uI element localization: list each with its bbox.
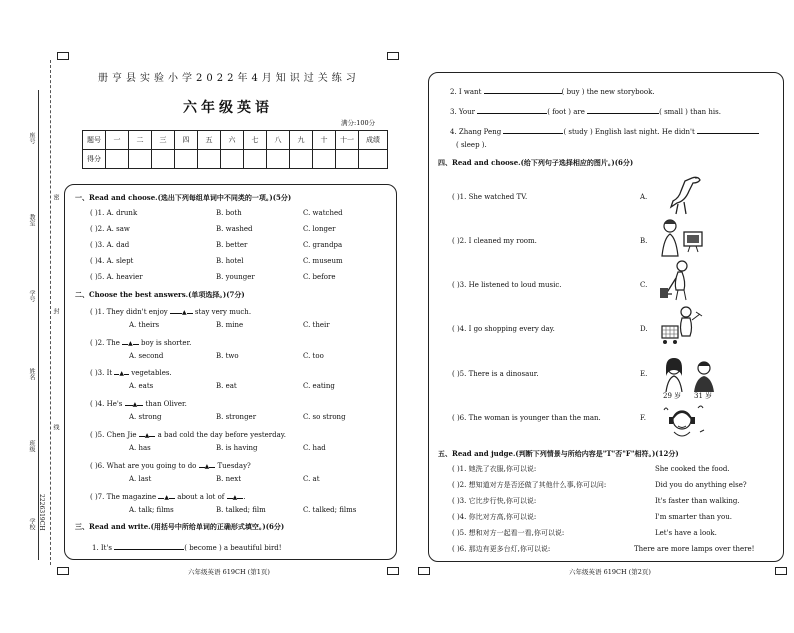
score-cell[interactable] — [313, 150, 336, 169]
s2-q6-pre: ( )6. What are you going to do — [90, 462, 197, 470]
s2-q2 — [90, 337, 191, 348]
answer-blank[interactable] — [209, 460, 215, 468]
s5-q4: ( )4. 你比对方高,你可以说: — [452, 513, 537, 521]
s2-q7 — [90, 491, 246, 502]
s4-q2: ( )2. I cleaned my room. — [452, 237, 537, 245]
dinosaur-picture — [662, 172, 706, 216]
s2-q3-c: C. eating — [303, 382, 335, 390]
s4-q4: ( )4. I go shopping every day. — [452, 325, 555, 333]
section2-heading: 二、Choose the best answers.(单项选择。)(7分) — [75, 290, 245, 299]
answer-blank[interactable] — [477, 106, 547, 114]
score-table — [82, 130, 388, 169]
answer-blank[interactable] — [114, 542, 184, 550]
s4-label-a: A. — [640, 193, 648, 201]
s1-q2-b: B. washed — [216, 225, 253, 233]
s2-q7-b: B. talked; film — [216, 506, 266, 514]
s2-q1 — [90, 306, 251, 317]
s2-q7-pre: ( )7. The magazine — [90, 493, 157, 501]
s3-q2-post: ( buy ) the new storybook. — [561, 88, 655, 96]
score-cell[interactable] — [221, 150, 244, 169]
s4-q3: ( )3. He listened to loud music. — [452, 281, 562, 289]
section4-heading: 四、Read and choose.(给下列句子选择相应的图片。)(6分) — [438, 158, 634, 167]
s2-q3-a: A. eats — [129, 382, 154, 390]
s3-q3-post: ( small ) than his. — [659, 108, 721, 116]
school-title: 册亨县实验小学2022年4月知识过关练习 — [98, 73, 360, 84]
s2-q2-b: B. two — [216, 352, 239, 360]
score-header: 二 — [129, 131, 152, 150]
s2-q4 — [90, 398, 187, 409]
score-value-row — [83, 150, 388, 169]
s2-q6-c: C. at — [303, 475, 320, 483]
s3-q3-mid: ( foot ) are — [547, 108, 585, 116]
s3-q2 — [450, 86, 655, 97]
s1-q1-b: B. both — [216, 209, 242, 217]
s2-q6-b: B. next — [216, 475, 242, 483]
s2-q4-post: than Oliver. — [145, 400, 187, 408]
s2-q6-a: A. last — [129, 475, 152, 483]
cleaning-room-picture — [656, 258, 702, 302]
s3-q1 — [92, 542, 282, 553]
feng-label: 封 — [52, 308, 59, 314]
blank-marker: ▲ — [182, 309, 187, 316]
s2-q7-a: A. talk; films — [129, 506, 174, 514]
s5-q3: ( )3. 它比步行快,你可以说: — [452, 497, 537, 505]
s1-q3: ( )3. A. dad — [90, 241, 130, 249]
answer-blank[interactable] — [124, 367, 129, 375]
s5-q1: ( )1. 她洗了衣服,你可以说: — [452, 465, 537, 473]
s5-a6: There are more lamps over there! — [634, 545, 755, 553]
s5-q2: ( )2. 想知道对方是否还做了其他什么事,你可以问: — [452, 481, 607, 489]
s1-q1-c: C. watched — [303, 209, 343, 217]
score-cell[interactable] — [106, 150, 129, 169]
s4-label-d: D. — [640, 325, 648, 333]
answer-blank[interactable] — [133, 337, 139, 345]
registration-mark — [418, 567, 430, 575]
age-label-2: 31 岁 — [694, 392, 713, 400]
registration-mark — [57, 52, 69, 60]
score-header: 八 — [267, 131, 290, 150]
score-cell[interactable] — [152, 150, 175, 169]
s3-q3-pre: 3. Your — [450, 108, 475, 116]
s2-q2-pre: ( )2. The — [90, 339, 120, 347]
score-cell[interactable] — [175, 150, 198, 169]
s5-a1: She cooked the food. — [655, 465, 730, 473]
answer-blank[interactable] — [169, 491, 175, 499]
answer-blank[interactable] — [484, 86, 562, 94]
s2-q7-c: C. talked; films — [303, 506, 357, 514]
school-label: 学校 — [28, 518, 35, 530]
loud-music-picture — [660, 402, 706, 442]
registration-mark — [775, 567, 787, 575]
room-label: 教室 — [28, 214, 35, 226]
s1-q2-c: C. longer — [303, 225, 336, 233]
s2-q4-a: A. strong — [129, 413, 162, 421]
s2-q2-a: A. second — [129, 352, 164, 360]
s2-q5 — [90, 429, 286, 440]
s2-q3-pre: ( )3. It — [90, 369, 113, 377]
s1-q5: ( )5. A. heavier — [90, 273, 143, 281]
s1-q3-b: B. better — [216, 241, 248, 249]
xian-label: 线 — [52, 424, 59, 430]
answer-blank[interactable] — [587, 106, 659, 114]
score-header: 五 — [198, 131, 221, 150]
score-cell[interactable] — [267, 150, 290, 169]
s2-q1-a: A. theirs — [129, 321, 160, 329]
shopping-picture — [656, 304, 706, 348]
s3-q3 — [450, 106, 721, 117]
blank-marker: ▲ — [164, 494, 170, 501]
score-header: 一 — [106, 131, 129, 150]
score-header: 四 — [175, 131, 198, 150]
s1-q4-b: B. hotel — [216, 257, 244, 265]
s2-q5-pre: ( )5. Chen Jie — [90, 431, 137, 439]
woman-and-man-picture — [660, 358, 718, 392]
s5-a2: Did you do anything else? — [655, 481, 747, 489]
s2-q2-c: C. too — [303, 352, 324, 360]
answer-blank[interactable] — [697, 126, 759, 134]
s2-q5-post: a bad cold the day before yesterday. — [157, 431, 287, 439]
s3-q2-pre: 2. I want — [450, 88, 482, 96]
score-cell[interactable] — [336, 150, 359, 169]
score-header: 七 — [244, 131, 267, 150]
s2-q5-b: B. is having — [216, 444, 258, 452]
page1-footer: 六年级英语 619CH (第1页) — [188, 568, 270, 576]
s2-q1-b: B. mine — [216, 321, 244, 329]
class-label: 班级 — [28, 440, 35, 452]
s2-q4-pre: ( )4. He's — [90, 400, 123, 408]
s3-q1-pre: 1. It's — [92, 544, 112, 552]
blank-marker: ▲ — [144, 432, 150, 439]
s2-q6-post: Tuesday? — [217, 462, 251, 470]
code-label: 2226319CH — [38, 494, 45, 531]
blank-marker: ▲ — [119, 370, 125, 377]
s5-a3: It's faster than walking. — [655, 497, 740, 505]
score-cell[interactable] — [129, 150, 152, 169]
s4-label-c: C. — [640, 281, 648, 289]
name-label: 姓名 — [28, 368, 35, 380]
answer-blank[interactable] — [187, 306, 193, 314]
s2-q5-c: C. had — [303, 444, 326, 452]
full-score: 满分:100分 — [341, 119, 376, 127]
score-cell[interactable] — [290, 150, 313, 169]
score-cell[interactable] — [198, 150, 221, 169]
blank-marker: ▲ — [232, 494, 238, 501]
s2-q7-mid: about a lot of — [177, 493, 225, 501]
score-header: 六 — [221, 131, 244, 150]
score-header: 九 — [290, 131, 313, 150]
answer-blank[interactable] — [149, 429, 155, 437]
registration-mark — [387, 52, 399, 60]
s4-q5: ( )5. There is a dinosaur. — [452, 370, 539, 378]
s1-q4-c: C. museum — [303, 257, 343, 265]
score-header: 三 — [152, 131, 175, 150]
s1-q3-c: C. grandpa — [303, 241, 343, 249]
age-label-1: 29 岁 — [663, 392, 682, 400]
s4-label-e: E. — [640, 370, 648, 378]
mi-label: 密 — [52, 194, 59, 200]
score-header-row — [83, 131, 388, 150]
s1-q1: ( )1. A. drunk — [90, 209, 138, 217]
s2-q3 — [90, 367, 172, 378]
score-header: 十一 — [336, 131, 359, 150]
score-row-label: 得分 — [83, 150, 106, 169]
s2-q4-c: C. so strong — [303, 413, 346, 421]
answer-blank[interactable] — [170, 306, 182, 314]
seat-label: 座号 — [28, 132, 35, 144]
blank-marker: ▲ — [204, 463, 210, 470]
s2-q1-post: stay very much. — [194, 308, 252, 316]
s4-label-f: F. — [640, 414, 646, 422]
blank-marker: ▲ — [128, 340, 133, 347]
s2-q7-post: . — [243, 493, 246, 501]
s5-a4: I'm smarter than you. — [655, 513, 732, 521]
score-header: 题号 — [83, 131, 106, 150]
score-cell[interactable] — [359, 150, 388, 169]
s5-q5: ( )5. 想和对方一起看一看,你可以说: — [452, 529, 565, 537]
s2-q1-pre: ( )1. They didn't enjoy — [90, 308, 168, 316]
section3-heading: 三、Read and write.(用括号中所给单词的正确形式填空。)(6分) — [75, 522, 285, 531]
score-header: 成绩 — [359, 131, 388, 150]
s5-a5: Let's have a look. — [655, 529, 717, 537]
s4-q1: ( )1. She watched TV. — [452, 193, 528, 201]
s2-q6 — [90, 460, 251, 471]
s3-q4-end: ( sleep ). — [456, 141, 487, 149]
s2-q3-b: B. eat — [216, 382, 237, 390]
s1-q5-c: C. before — [303, 273, 336, 281]
s1-q2: ( )2. A. saw — [90, 225, 130, 233]
s2-q2-post: boy is shorter. — [141, 339, 192, 347]
s5-q6: ( )6. 那边有更多台灯,你可以说: — [452, 545, 551, 553]
s4-label-b: B. — [640, 237, 648, 245]
page2-footer: 六年级英语 619CH (第2页) — [569, 568, 651, 576]
section5-heading: 五、Read and judge.(判断下列情景与所给内容是"T"否"F"相符。)(12分) — [438, 449, 679, 458]
answer-blank[interactable] — [137, 398, 143, 406]
blank-marker: ▲ — [132, 401, 138, 408]
s2-q5-a: A. has — [129, 444, 151, 452]
registration-mark — [57, 567, 69, 575]
xuehao-label: 学号 — [28, 290, 35, 302]
answer-blank[interactable] — [125, 398, 133, 406]
answer-blank[interactable] — [503, 126, 563, 134]
s3-q1-post: ( become ) a beautiful bird! — [184, 544, 282, 552]
s2-q4-b: B. stronger — [216, 413, 257, 421]
s4-q6: ( )6. The woman is younger than the man. — [452, 414, 601, 422]
registration-mark — [387, 567, 399, 575]
s3-q4-pre: 4. Zhang Peng — [450, 128, 502, 136]
s2-q1-c: C. their — [303, 321, 330, 329]
section1-heading: 一、Read and choose.(选出下列每组单词中不同类的一项。)(5分) — [75, 193, 292, 202]
woman-watching-tv-picture — [656, 216, 706, 260]
s2-q3-post: vegetables. — [131, 369, 172, 377]
s1-q5-b: B. younger — [216, 273, 255, 281]
score-header: 十 — [313, 131, 336, 150]
s3-q4 — [450, 126, 759, 137]
s1-q4: ( )4. A. slept — [90, 257, 134, 265]
s3-q4-mid: ( study ) English last night. He didn't — [563, 128, 695, 136]
page-title: 六年级英语 — [183, 100, 273, 116]
score-cell[interactable] — [244, 150, 267, 169]
